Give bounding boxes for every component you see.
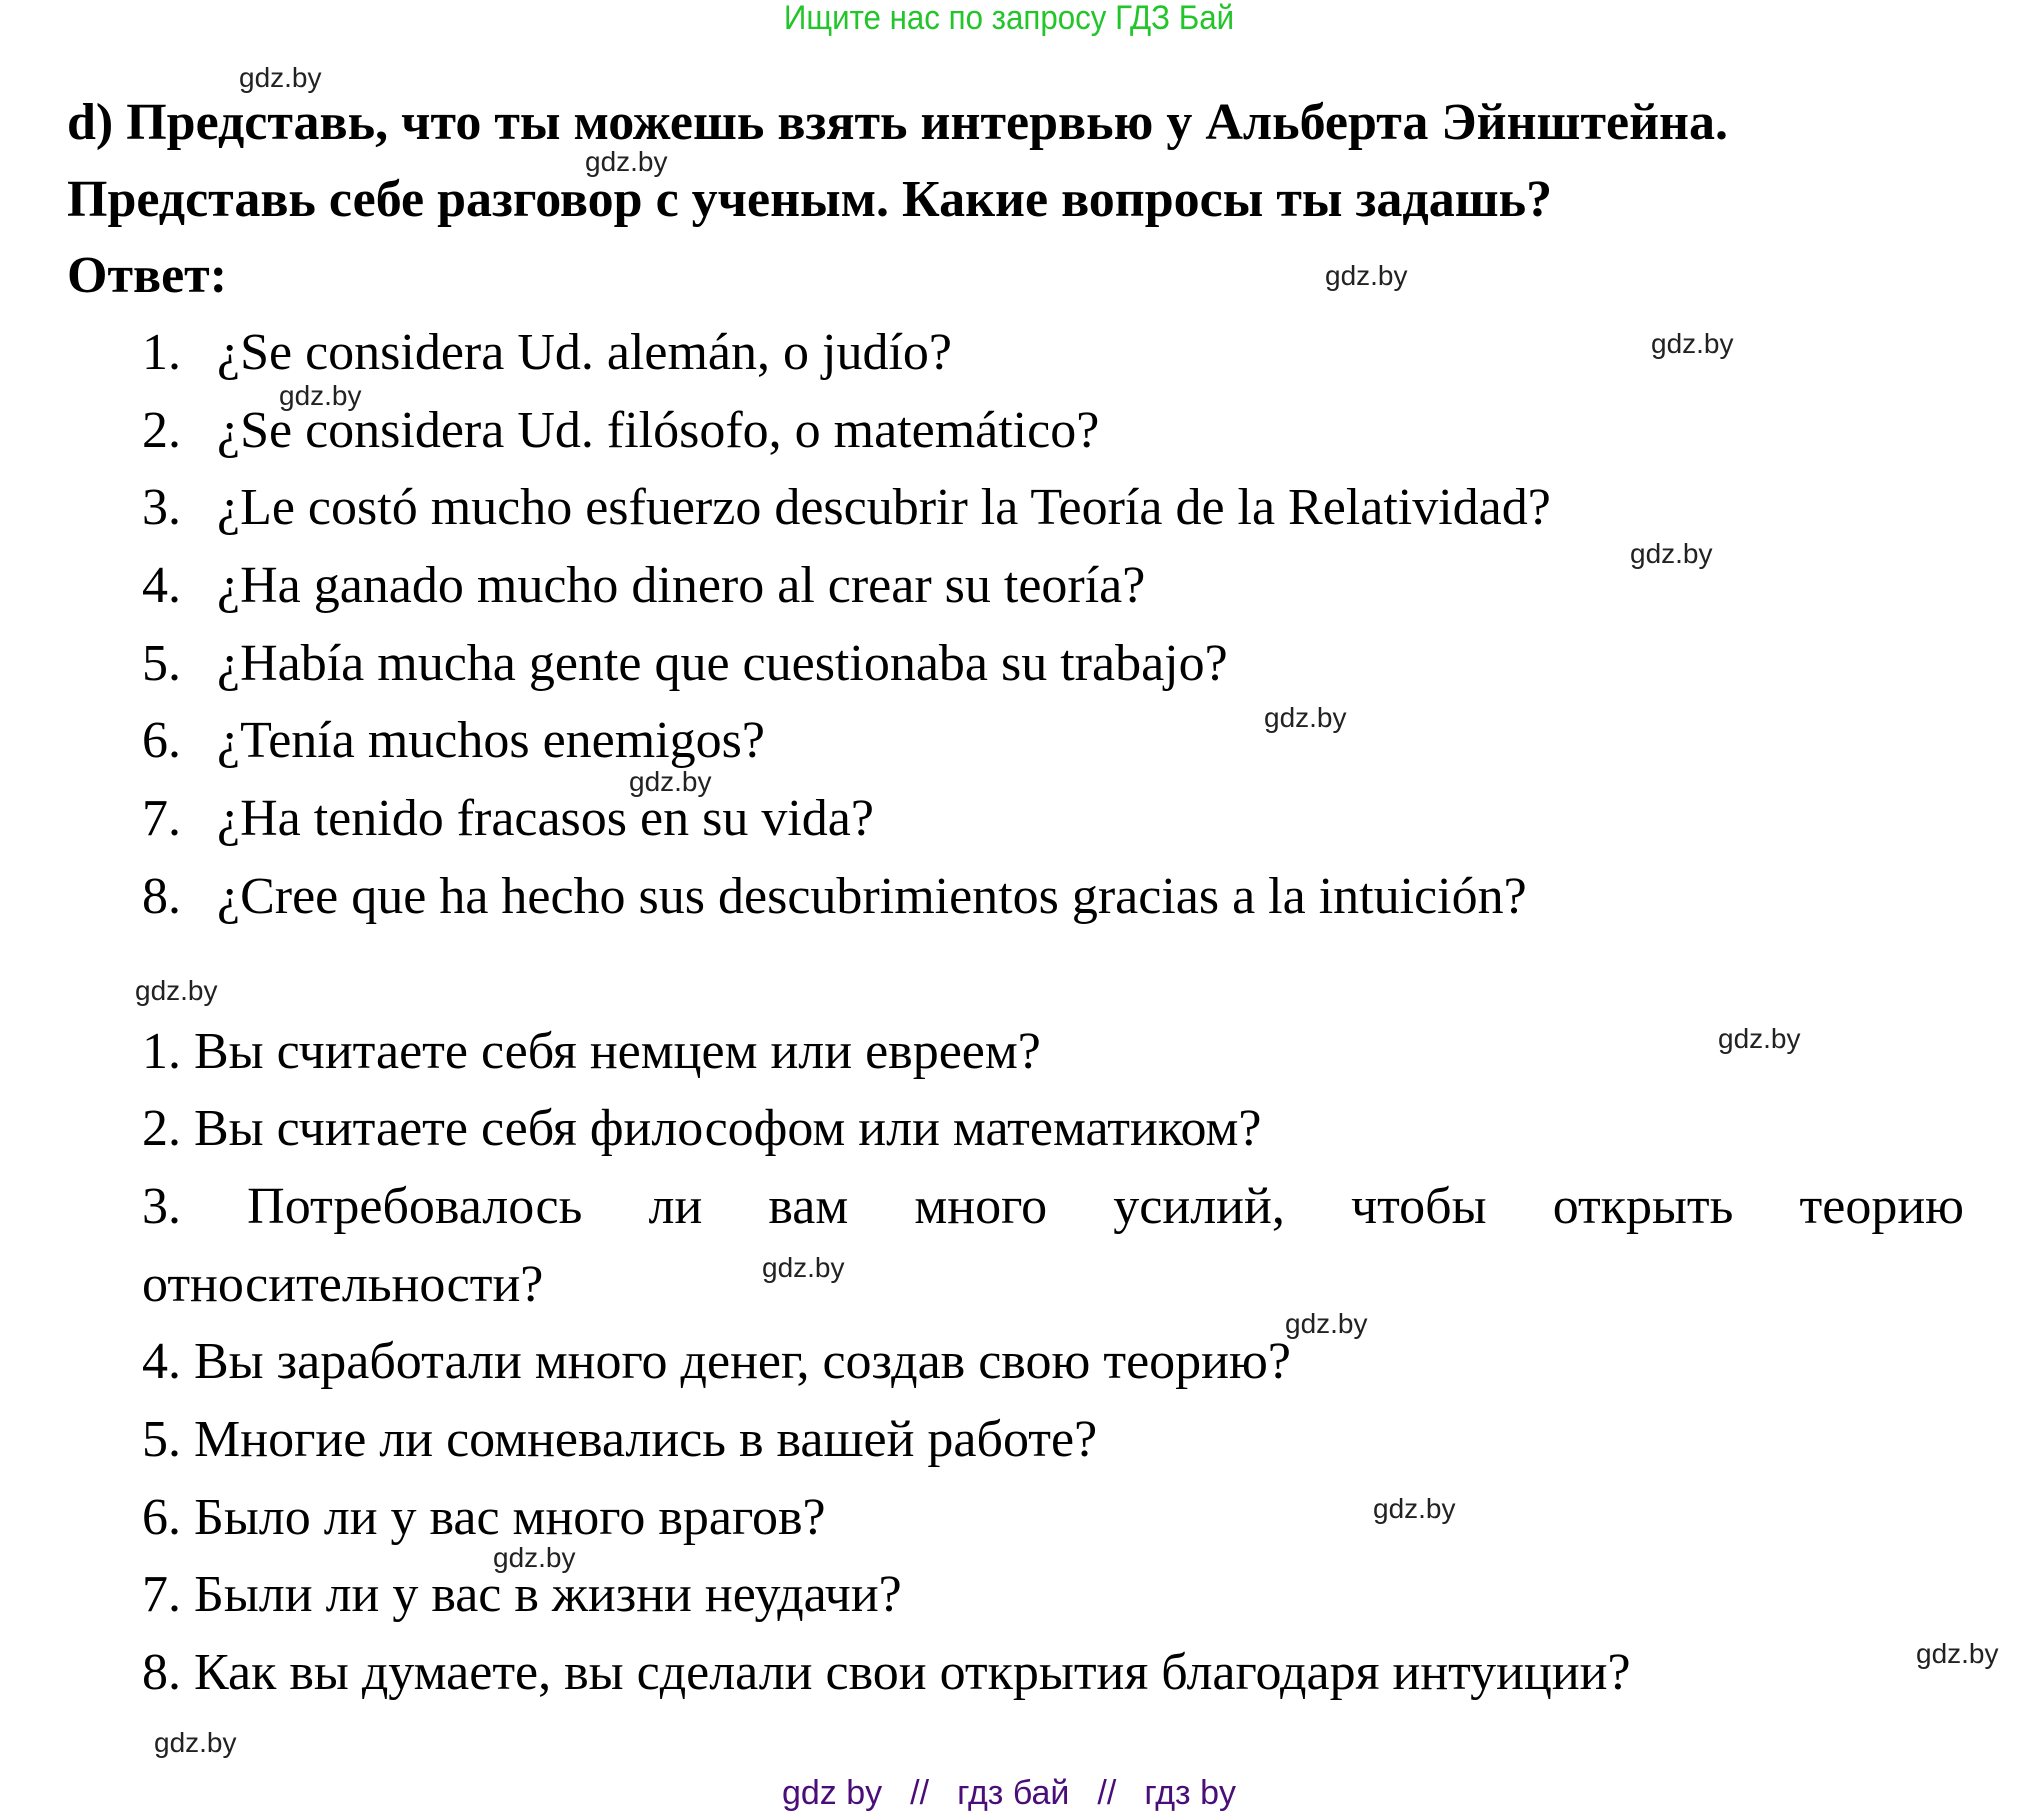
watermark: gdz.by [585, 146, 668, 177]
list-item: 7. Были ли у вас в жизни неудачи? [142, 1566, 902, 1623]
watermark: gdz.by [239, 62, 322, 93]
list-item: 8. Как вы думаете, вы сделали свои открытия благодаря интуиции? [142, 1644, 1631, 1701]
list-item-number: 5. [142, 635, 181, 692]
list-item: ¿Había mucha gente que cuestionaba su trabajo? [217, 635, 1228, 692]
list-item: ¿Se considera Ud. alemán, o judío? [217, 324, 952, 381]
footer-separator: // [910, 1774, 930, 1812]
list-item: 4. Вы заработали много денег, создав свою теорию? [142, 1333, 1291, 1390]
list-item: ¿Ha tenido fracasos en su vida? [217, 790, 874, 847]
watermark: gdz.by [135, 975, 218, 1006]
list-item-number: 6. [142, 712, 181, 769]
list-item: 5. Многие ли сомневались в вашей работе? [142, 1411, 1098, 1468]
site-footer [0, 1775, 2018, 1811]
list-item: ¿Ha ganado mucho dinero al crear su teoría? [217, 557, 1146, 614]
footer-link-gdz-by[interactable]: gdz by [781, 1774, 883, 1812]
task-line-2: Представь себе разговор с ученым. Какие вопросы ты задашь? [67, 171, 1553, 228]
watermark: gdz.by [1651, 328, 1734, 359]
list-item-number: 7. [142, 790, 181, 847]
list-item: ¿Tenía muchos enemigos? [217, 712, 765, 769]
list-item: 3. Потребовалось ли вам много усилий, чтобы открыть теорию [142, 1178, 1964, 1235]
list-item-number: 8. [142, 868, 181, 925]
search-hint-banner: Ищите нас по запросу ГДЗ Бай [783, 0, 1235, 37]
watermark: gdz.by [493, 1542, 576, 1573]
watermark: gdz.by [1285, 1308, 1368, 1339]
answer-label: Ответ: [67, 247, 228, 304]
list-item-number: 1. [142, 324, 181, 381]
footer-separator: // [1097, 1774, 1117, 1812]
list-item-number: 3. [142, 479, 181, 536]
list-item: ¿Cree que ha hecho sus descubrimientos gracias a la intuición? [217, 868, 1527, 925]
watermark: gdz.by [1264, 702, 1347, 733]
watermark: gdz.by [279, 380, 362, 411]
list-item: 6. Было ли у вас много врагов? [142, 1489, 826, 1546]
watermark: gdz.by [629, 766, 712, 797]
watermark: gdz.by [762, 1252, 845, 1283]
watermark: gdz.by [1325, 260, 1408, 291]
watermark: gdz.by [1373, 1493, 1456, 1524]
list-item-number: 4. [142, 557, 181, 614]
watermark: gdz.by [1718, 1023, 1801, 1054]
footer-link-gdz-bai[interactable]: гдз бай [957, 1774, 1070, 1812]
watermark: gdz.by [154, 1727, 237, 1758]
footer-link-gdz-by-cyr[interactable]: гдз by [1144, 1774, 1236, 1812]
watermark: gdz.by [1916, 1638, 1999, 1669]
list-item: 1. Вы считаете себя немцем или евреем? [142, 1023, 1041, 1080]
task-line-1: d) Представь, что ты можешь взять интервью у Альберта Эйнштейна. [67, 94, 1729, 151]
list-item-number: 2. [142, 402, 181, 459]
list-item: ¿Le costó mucho esfuerzo descubrir la Teoría de la Relatividad? [217, 479, 1551, 536]
watermark: gdz.by [1630, 538, 1713, 569]
list-item: 2. Вы считаете себя философом или математиком? [142, 1100, 1262, 1157]
list-item-continuation: относительности? [142, 1256, 544, 1313]
list-item: ¿Se considera Ud. filósofo, o matemático? [217, 402, 1100, 459]
